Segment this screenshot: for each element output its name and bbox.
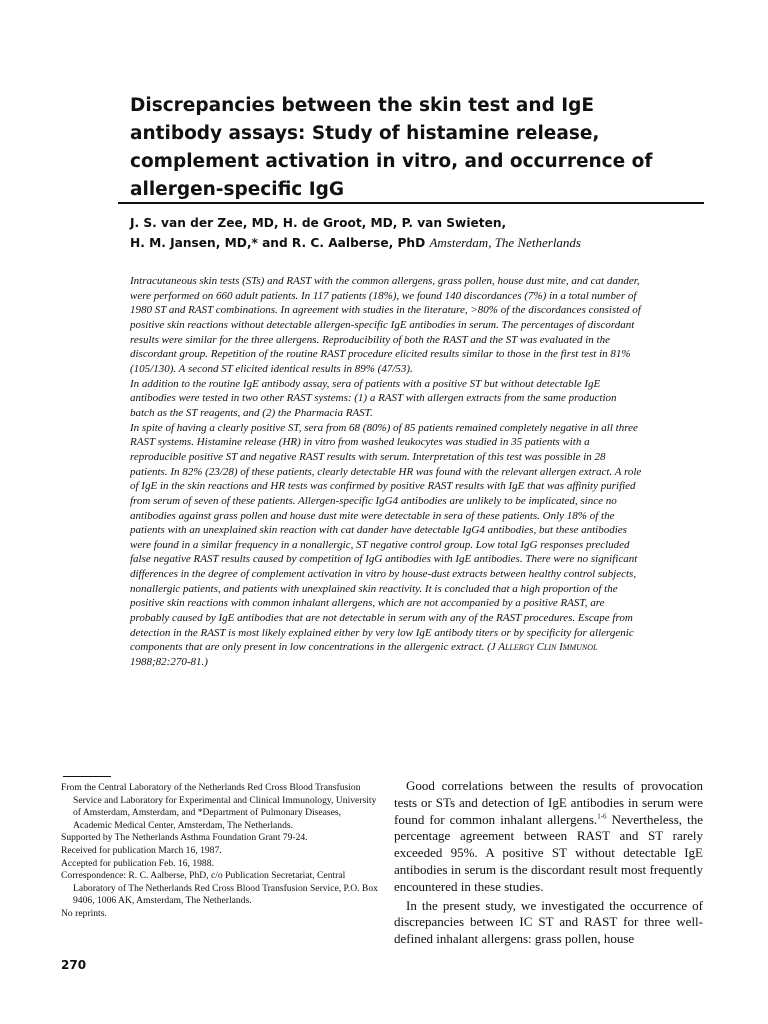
author-block xyxy=(130,214,710,253)
footnote-correspondence: Correspondence: R. C. Aalberse, PhD, c/o Publication Secretariat, Central Laboratory of The Netherlands Red Cross Blood Transfusion Service, P.O. Box 9406, 1006 AK, Amsterdam, The Netherlands. xyxy=(61,870,378,907)
authors-line-1: J. S. van der Zee, MD, H. de Groot, MD, P. van Swieten, xyxy=(130,216,507,230)
body-paragraph-1-cont: Nevertheless, the percentage agreement between RAST and ST rarely exceeded 95%. A positive ST without detectable IgE antibodies in serum is the discordant result most frequently encountered in these studies. xyxy=(394,811,703,894)
footnote-affiliation: From the Central Laboratory of the Netherlands Red Cross Blood Transfusion Service and Laboratory for Experimental and Clinical Immunology, University of Amsterdam, Amsterdam, and *Department of Pulmonary Diseases, Academic Medical Center, Amsterdam, The Netherlands. xyxy=(61,782,377,831)
abstract xyxy=(130,274,642,670)
body-paragraph-1 xyxy=(394,778,703,896)
footnote-received: Received for publication March 16, 1987. xyxy=(61,844,222,856)
abstract-paragraph-2: In addition to the routine IgE antibody assay, sera of patients with a positive ST but without detectable IgE antibodies were tested in two other RAST systems: (1) a RAST with allergen extracts from the same production batch as the ST reagents, and (2) the Pharmacia RAST. xyxy=(130,377,617,419)
article-title: Discrepancies between the skin test and IgE antibody assays: Study of histamine release, complement activation in vitro, and occurrence of allergen-specific IgG xyxy=(130,95,653,200)
abstract-paragraph-1: Intracutaneous skin tests (STs) and RAST with the common allergens, grass pollen, house dust mite, and cat dander, were performed on 660 adult patients. In 117 patients (18%), we found 140 discordances (7%) in a total number of 1980 ST and RAST combinations. In agreement with studies in the literature, >80% of the discordances consisted of positive skin reactions without detectable allergen-specific IgE antibodies in serum. The percentages of discordant results were similar for the three allergens. Reproducibility of both the RAST and the ST was evaluated in the discordant group. Repetition of the routine RAST procedure elicited results similar to those in the first test in 81% (105/130). A second ST elicited identical results in 89% (47/53). xyxy=(130,275,641,375)
title-rule xyxy=(118,202,704,204)
authors-line-2 xyxy=(130,233,710,253)
citation-ref: 1988;82:270-81.) xyxy=(130,656,208,669)
footnote-accepted: Accepted for publication Feb. 16, 1988. xyxy=(61,857,214,869)
footnotes xyxy=(61,782,379,921)
abstract-paragraph-3 xyxy=(130,421,642,670)
reference-superscript: 1-6 xyxy=(597,812,607,821)
abstract-paragraph-3-text: In spite of having a clearly positive ST, sera from 68 (80%) of 85 patients remained completely negative in all three RAST systems. Histamine release (HR) in vitro from washed leukocytes was studied in 35 patients with a reproducible positive ST and negative RAST results with serum. Interpretation of this test was possible in 28 patients. In 82% (23/28) of these patients, clearly detectable HR was found with the relevant allergen extract. A role of IgE in the skin reactions and HR tests was confirmed by positive RAST results with IgE that was affinity purified from serum of seven of these patients. Allergen-specific IgG4 antibodies are unlikely to be implicated, since no antibodies against grass pollen and house dust mite were detectable in sera of these patients. Only 18% of the patients with an unexplained skin reaction with cat dander have detectable IgG4 antibodies, but these antibodies were found in a similar frequency in a nonallergic, ST negative control group. Low total IgG responses precluded false negative RAST results caused by competition of IgG antibodies with IgE antibodies. There were no significant differences in the degree of complement activation in vitro by house-dust extracts between healthy control subjects, nonallergic patients, and patients with unexplained skin reactivity. It is concluded that a high proportion of the positive skin reactions with common inhalant allergens, which are not accompanied by a positive RAST, are probably caused by IgE antibodies that are not detectable in serum with any of the RAST procedures. Escape from detection in the RAST is most likely explained either by very low IgE antibody titers or by specificity for allergenic components that are only present in low concentrations in the allergenic extract. ( xyxy=(130,421,642,654)
authors-line-2-names: H. M. Jansen, MD,* and R. C. Aalberse, PhD xyxy=(130,236,426,250)
footnote-reprints: No reprints. xyxy=(61,907,107,919)
footnote-rule xyxy=(63,776,111,777)
body-paragraph-1-text: Good correlations between the results of provocation tests or STs and detection of IgE antibodies in serum were found for common inhalant allergens. xyxy=(394,778,703,827)
footnote-support: Supported by The Netherlands Asthma Foundation Grant 79-24. xyxy=(61,832,308,844)
citation-journal: J Allergy Clin Immunol xyxy=(490,641,598,654)
body-paragraph-2: In the present study, we investigated the occurrence of discrepancies between IC ST and RAST for three well-defined inhalant allergens: grass pollen, house xyxy=(394,897,703,947)
body-text-column xyxy=(394,778,703,948)
affiliation: Amsterdam, The Netherlands xyxy=(429,235,581,250)
page-number: 270 xyxy=(61,958,87,972)
